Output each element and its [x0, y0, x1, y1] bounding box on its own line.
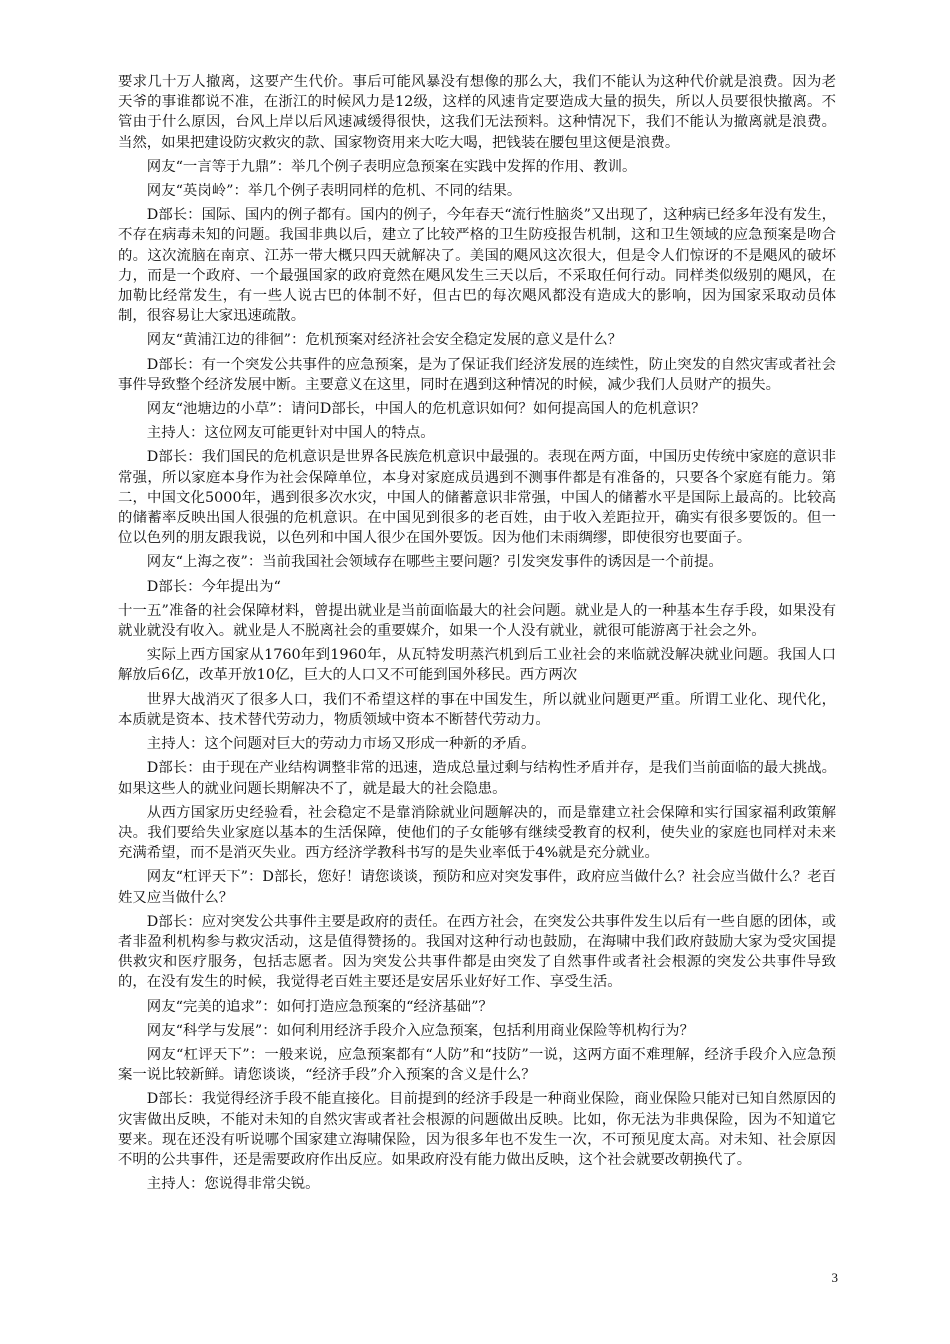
paragraph-netizen-question: 网友“杠评天下”：一般来说，应急预案都有“人防”和“技防”一说，这两方面不难理解，经济手段介入应急预案一说比较新鲜。请您谈谈，“经济手段”介入预案的含义是什么？ — [118, 1046, 836, 1084]
paragraph-netizen-question: 网友“池塘边的小草”：请问D部长，中国人的危机意识如何？如何提高国人的危机意识？ — [146, 401, 706, 418]
paragraph-minister-answer: D部长：应对突发公共事件主要是政府的责任。在西方社会，在突发公共事件发生以后有一些自愿的团体，或者非盈利机构参与救灾活动，这是值得赞扬的。我国对这种行动也鼓励，在海啸中我们政府鼓励大家为受灾国提供救灾和医疗服务，包括志愿者。因为突发公共事件都是由突发了自然事件或者社会根源的突发公共事件导致的，在没有发生的时候，我觉得老百姓主要还是安居乐业好好工作、享受生活。 — [118, 913, 836, 991]
paragraph-minister-answer: D部长：今年提出为“ — [146, 578, 281, 595]
paragraph-netizen-question: 网友“英岗岭”：举几个例子表明同样的危机、不同的结果。 — [146, 183, 522, 200]
paragraph-netizen-question: 网友“完美的追求”：如何打造应急预案的“经济基础”？ — [146, 998, 493, 1015]
paragraph-body: 实际上西方国家从1760年到1960年，从瓦特发明蒸汽机到后工业社会的来临就没解决就业问题。我国人口解放后6亿，改革开放10亿，巨大的人口又不可能到国外移民。西方两次 — [118, 647, 836, 684]
paragraph-netizen-question: 网友“黄浦江边的徘徊”：危机预案对经济社会安全稳定发展的意义是什么？ — [146, 332, 623, 349]
paragraph-minister-answer: D部长：国际、国内的例子都有。国内的例子，今年春天“流行性脑炎”又出现了，这种病已经多年没有发生，不存在病毒未知的问题。我国非典以后，建立了比较严格的卫生防疫报告机制，这和卫生领域的应急预案是吻合的。这次流脑在南京、江苏一带大概只四天就解决了。美国的飓风这次很大，但是令人们惊讶的不是飓风的破坏力，而是一个政府、一个最强国家的政府竟然在飓风发生三天以后，不采取任何行动。同样类似级别的飓风，在加勒比经常发生，有一些人说古巴的体制不好，但古巴的每次飓风都没有造成大的影响，因为国家采取动员体制，很容易让大家迅速疏散。 — [118, 207, 836, 325]
paragraph-minister-answer: D部长：有一个突发公共事件的应急预案，是为了保证我们经济发展的连续性，防止突发的自然灾害或者社会事件导致整个经济发展中断。主要意义在这里，同时在遇到这种情况的时候，减少我们人员财产的损失。 — [118, 356, 836, 393]
paragraph-netizen-question: 网友“上海之夜”：当前我国社会领域存在哪些主要问题？引发突发事件的诱因是一个前提。 — [146, 554, 723, 571]
paragraph-minister-answer: D部长：我觉得经济手段不能直接化。目前提到的经济手段是一种商业保险，商业保险只能对已知自然原因的灾害做出反映，不能对未知的自然灾害或者社会根源的问题做出反映。比如，你无法为非典保险，因为不知道它要来。现在还没有听说哪个国家建立海啸保险，因为很多年也不发生一次，不可预见度太高。对未知、社会原因不明的公共事件，还是需要政府作出反应。如果政府没有能力做出反映，这个社会就要改朝换代了。 — [118, 1091, 836, 1168]
page-number: 3 — [831, 1270, 838, 1285]
paragraph-host-remark: 主持人：这位网友可能更针对中国人的特点。 — [146, 425, 435, 442]
paragraph-host-remark: 主持人：您说得非常尖锐。 — [146, 1176, 320, 1193]
paragraph-host-remark: 主持人：这个问题对巨大的劳动力市场又形成一种新的矛盾。 — [146, 736, 536, 753]
document-body — [118, 72, 836, 1198]
paragraph-body: 从西方国家历史经验看，社会稳定不是靠消除就业问题解决的，而是靠建立社会保障和实行国家福利政策解决。我们要给失业家庭以基本的生活保障，使他们的子女能够有继续受教育的权利，使失业的家庭也同样对未来充满希望，而不是消灭失业。西方经济学教科书写的是失业率低于4%就是充分就业。 — [118, 804, 836, 862]
paragraph-continuation: 要求几十万人撤离，这要产生代价。事后可能风暴没有想像的那么大，我们不能认为这种代价就是浪费。因为老天爷的事谁都说不准，在浙江的时候风力是12级，这样的风速肯定要造成大量的损失，所以人员要很快撤离。不管由于什么原因，台风上岸以后风速减缓得很快，这我们无法预料。这种情况下，我们不能认为撤离就是浪费。当然，如果把建设防灾救灾的款、国家物资用来大吃大喝，把钱装在腰包里这便是浪费。 — [118, 74, 836, 151]
paragraph-netizen-question: 网友“科学与发展”：如何利用经济手段介入应急预案，包括利用商业保险等机构行为？ — [146, 1022, 694, 1039]
paragraph-netizen-question: 网友“杠评天下”：D部长，您好！请您谈谈，预防和应对突发事件，政府应当做什么？社会应当做什么？老百姓又应当做什么？ — [118, 869, 836, 906]
paragraph-netizen-question: 网友“一言等于九鼎”：举几个例子表明应急预案在实践中发挥的作用、教训。 — [146, 158, 637, 175]
paragraph-continuation: 十一五”准备的社会保障材料，曾提出就业是当前面临最大的社会问题。就业是人的一种基本生存手段，如果没有就业就没有收入。就业是人不脱离社会的重要媒介，如果一个人没有就业，就很可能游离于社会之外。 — [118, 602, 836, 640]
paragraph-minister-answer: D部长：我们国民的危机意识是世界各民族危机意识中最强的。表现在两方面，中国历史传统中家庭的意识非常强，所以家庭本身作为社会保障单位，本身对家庭成员遇到不测事件都是有准备的，只要各个家庭有能力。第二，中国文化5000年，遇到很多次水灾，中国人的储蓄意识非常强，中国人的储蓄水平是国际上最高的。比较高的储蓄率反映出国人很强的危机意识。在中国见到很多的老百姓，由于收入差距拉开，确实有很多要饭的。但一位以色列的朋友跟我说，以色列和中国人很少在国外要饭。因为他们未雨绸缪，即使很穷也要面子。 — [118, 449, 836, 547]
paragraph-minister-answer: D部长：由于现在产业结构调整非常的迅速，造成总量过剩与结构性矛盾并存，是我们当前面临的最大挑战。如果这些人的就业问题长期解决不了，就是最大的社会隐患。 — [118, 760, 836, 797]
paragraph-body: 世界大战消灭了很多人口，我们不希望这样的事在中国发生，所以就业问题更严重。所谓工业化、现代化，本质就是资本、技术替代劳动力，物质领域中资本不断替代劳动力。 — [118, 691, 836, 728]
